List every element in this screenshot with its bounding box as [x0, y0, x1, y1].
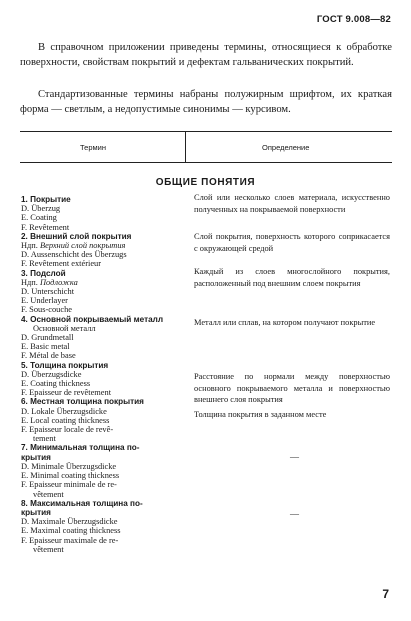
term-text: F. Métal de base [21, 351, 76, 361]
term-text: E. Coating [21, 213, 57, 223]
term-text: E. Basic metal [21, 342, 70, 352]
term-entry [21, 232, 179, 269]
term-text: D. Aussenschicht des Überzugs [21, 250, 127, 260]
intro-paragraph-1: В справочном приложении приведены термины, относящиеся к обработке поверхности, свойствам покрытий и дефектам гальванических покрытий. [20, 42, 392, 68]
term-line [21, 223, 179, 232]
term-text: E. Minimal coating thickness [21, 471, 120, 481]
term-title-text: 2. Внешний слой покрытия [21, 231, 132, 241]
term-line [21, 333, 179, 342]
term-text: F. Epaisseur de revêtement [21, 388, 112, 398]
table-column-divider [185, 131, 186, 163]
term-title-text: 1. Покрытие [21, 195, 71, 204]
term-line [21, 416, 179, 425]
term-title-text: 6. Местная толщина покрытия [21, 397, 144, 407]
term-entry [21, 315, 179, 361]
term-italic-synonym: Верхний слой покрытия [39, 241, 126, 251]
term-title-text: 5. Толщина покрытия [21, 360, 109, 370]
term-italic-synonym: Подложка [39, 277, 78, 287]
term-text: F. Epaisseur maximale de re- [21, 535, 119, 545]
term-line [21, 296, 179, 305]
term-text: D. Lokale Überzugsdicke [21, 406, 107, 416]
definition-text: Слой покрытия, поверхность которого соприкасается с окружающей средой [194, 232, 390, 253]
term-text: E. Underlayer [21, 296, 68, 306]
term-line [21, 342, 179, 351]
term-title-text: 4. Основной покрываемый металл [21, 314, 164, 324]
term-text: F. Epaisseur locale de revê- [21, 425, 114, 435]
term-text: F. Epaisseur minimale de re- [21, 480, 117, 490]
term-entry [21, 443, 179, 498]
term-title [21, 195, 179, 204]
term-text: D. Grundmetall [21, 333, 74, 343]
term-text: vêtement [33, 489, 64, 499]
term-text: tement [33, 434, 56, 444]
definition-text: — [290, 509, 299, 519]
definition-text: Расстояние по нормали между поверхностью основного покрываемого металла и поверхностью внешнего слоя покрытия [194, 372, 390, 404]
term-line [21, 259, 179, 268]
term-title-text: 7. Минимальная толщина по- [21, 443, 140, 453]
term-title-text: крытия [21, 452, 51, 462]
term-line [21, 351, 179, 360]
definition-text: Толщина покрытия в заданном месте [194, 410, 327, 419]
term-line [21, 471, 179, 480]
term-entry [21, 195, 179, 232]
term-line [21, 250, 179, 259]
standard-code: ГОСТ 9.008—82 [316, 14, 391, 25]
term-text: D. Überzug [21, 204, 61, 214]
term-title [21, 499, 179, 508]
term-text: F. Revêtement extérieur [21, 259, 102, 269]
term-text: E. Maximal coating thickness [21, 526, 121, 536]
term-line [21, 407, 179, 416]
term-title [21, 232, 179, 241]
term-line [21, 490, 179, 499]
term-text: Ндп. [21, 277, 40, 287]
column-header-definition: Определение [262, 143, 310, 152]
intro-paragraph-2: Стандартизованные термины набраны полужирным шрифтом, их краткая форма — светлым, а недопустимые синонимы — курсивом. [20, 89, 392, 115]
term-entry [21, 499, 179, 554]
term-title [21, 443, 179, 452]
term-line [21, 517, 179, 526]
definition-text: Каждый из слоев многослойного покрытия, расположенный под внешним слоем покрытия [194, 267, 390, 288]
term-line [21, 434, 179, 443]
term-line [21, 241, 179, 250]
column-header-term: Термин [80, 143, 106, 152]
terms-column [21, 195, 179, 554]
term-line [21, 545, 179, 554]
term-line [21, 480, 179, 489]
term-title-text: 3. Подслой [21, 268, 66, 278]
term-line [21, 462, 179, 471]
term-line [21, 305, 179, 314]
section-title: ОБЩИЕ ПОНЯТИЯ [155, 177, 256, 188]
term-line [21, 526, 179, 535]
term-text: E. Local coating thickness [21, 415, 110, 425]
term-line [21, 388, 179, 397]
term-text: D. Unterschicht [21, 287, 75, 297]
term-text: Ндп. [21, 241, 40, 251]
term-line [21, 379, 179, 388]
definition-text: Металл или сплав, на котором получают покрытие [194, 318, 376, 327]
term-title [21, 508, 179, 517]
term-title [21, 453, 179, 462]
term-title-text: 8. Максимальная толщина по- [21, 498, 143, 508]
term-text: F. Sous-couche [21, 305, 72, 315]
term-line [21, 425, 179, 434]
term-title-text: крытия [21, 507, 51, 517]
table-top-rule [20, 131, 392, 132]
table-header-rule [20, 162, 392, 163]
term-title [21, 397, 179, 406]
definition-text: — [290, 452, 299, 462]
term-line [21, 213, 179, 222]
term-entry [21, 397, 179, 443]
term-entry [21, 361, 179, 398]
term-line [21, 536, 179, 545]
term-line [21, 204, 179, 213]
term-title [21, 269, 179, 278]
term-line [21, 324, 179, 333]
term-text: vêtement [33, 544, 64, 554]
term-line [21, 287, 179, 296]
term-text: F. Revêtement [21, 222, 70, 232]
term-text: E. Coating thickness [21, 379, 91, 389]
term-text: D. Maximale Überzugsdicke [21, 517, 118, 527]
term-text: Основной металл [33, 323, 96, 333]
definition-text: Слой или несколько слоев материала, искусственно полученных на покрываемой поверхности [194, 193, 390, 214]
term-line [21, 278, 179, 287]
term-title [21, 361, 179, 370]
term-title [21, 315, 179, 324]
term-entry [21, 269, 179, 315]
term-line [21, 370, 179, 379]
term-text: D. Überzugsdicke [21, 369, 82, 379]
page-number: 7 [382, 587, 389, 601]
term-text: D. Minimale Überzugsdicke [21, 461, 117, 471]
